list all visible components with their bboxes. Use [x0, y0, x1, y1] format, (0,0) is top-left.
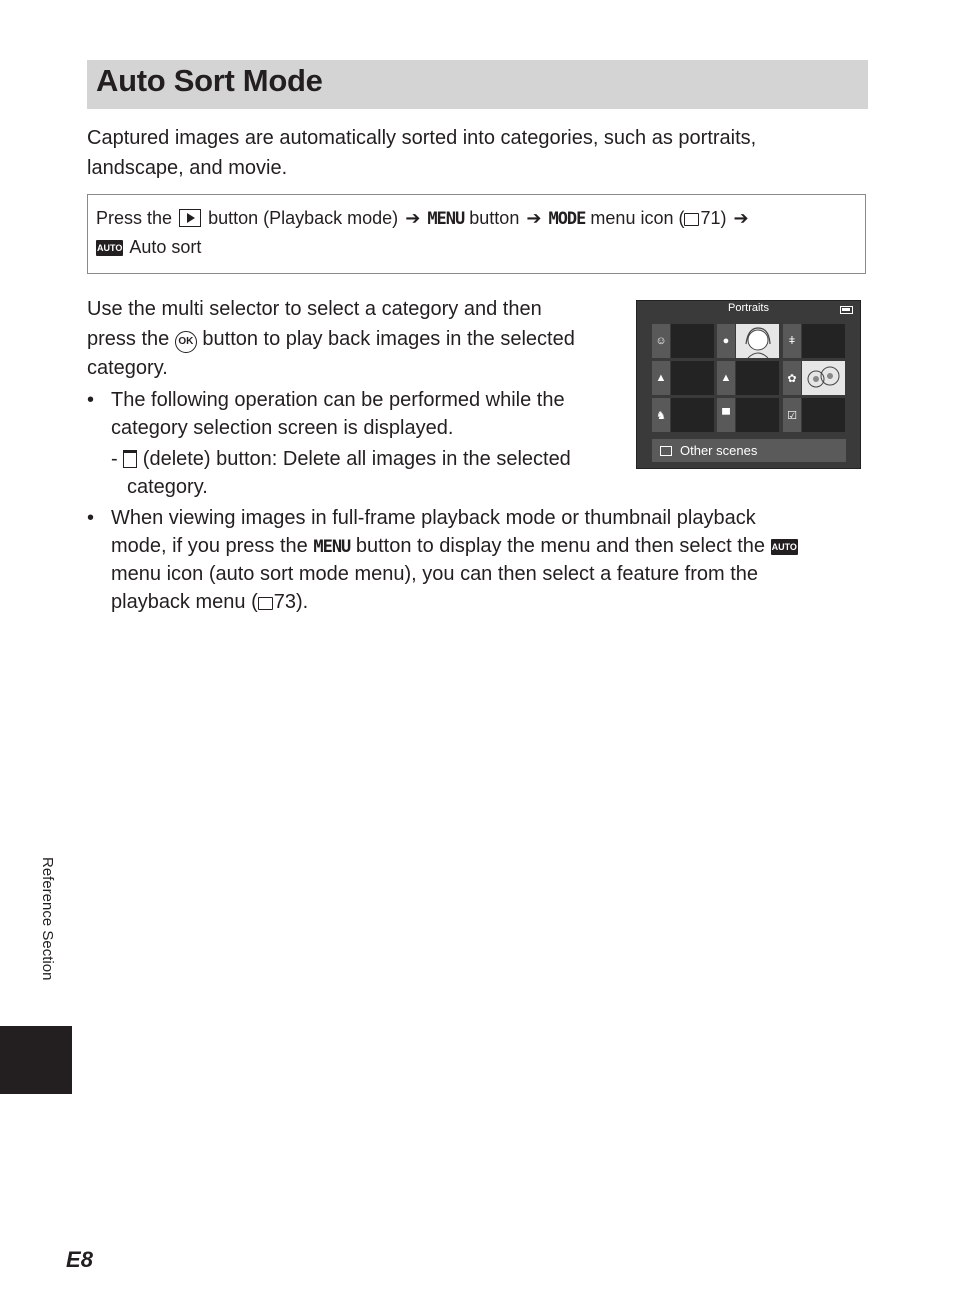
- bullet-text: mode, if you press the MENU button to display the menu and then select the AUTO: [111, 535, 797, 557]
- procedure-line-2: AUTO Auto sort: [97, 237, 202, 257]
- flower-thumbnail: [802, 361, 845, 395]
- category-thumbnail: [802, 324, 845, 358]
- flower-drawing: [802, 361, 845, 395]
- screen-title: Portraits: [728, 302, 769, 314]
- copy-category-icon: ☑: [783, 398, 801, 432]
- menu-button-icon: MENU: [427, 209, 465, 229]
- food-category-icon: ǂ: [783, 324, 801, 358]
- pet-category-icon: ♞: [652, 398, 670, 432]
- auto-sort-icon: AUTO: [771, 539, 798, 555]
- category-thumbnail: [802, 398, 845, 432]
- page-title: Auto Sort Mode: [96, 63, 323, 98]
- portrait-thumbnail-selected: [736, 324, 779, 358]
- other-scenes-bar: Other scenes: [652, 439, 846, 462]
- menu-button-icon: MENU: [313, 537, 351, 557]
- category-thumbnail: [736, 361, 779, 395]
- body-line: press the OK button to play back images in the selected: [87, 324, 575, 354]
- bullet-icon: •: [87, 389, 95, 411]
- delete-icon: [123, 450, 137, 468]
- side-section-label: Reference Section: [39, 857, 56, 981]
- closeup-category-icon: ✿: [783, 361, 801, 395]
- category-thumbnail: [671, 398, 714, 432]
- arrow-icon: ➔: [526, 208, 542, 228]
- procedure-line-1: Press the button (Playback mode) ➔ MENU button ➔ MODE menu icon ( 71) ➔: [96, 208, 749, 229]
- body-line: Use the multi selector to select a category and then: [87, 298, 542, 320]
- page-number: E8: [66, 1247, 93, 1272]
- ok-button-icon: OK: [175, 331, 197, 353]
- bullet-text: playback menu ( 73).: [111, 591, 309, 613]
- dash-item-cont: category.: [127, 476, 208, 498]
- reference-book-icon: [258, 597, 273, 610]
- battery-icon: [840, 306, 853, 314]
- arrow-icon: ➔: [405, 208, 421, 228]
- category-thumbnail: [736, 398, 779, 432]
- bullet-icon: •: [87, 507, 95, 529]
- movie-category-icon: ▀: [717, 398, 735, 432]
- side-section-tab: [0, 1026, 72, 1094]
- dusk-category-icon: ▲: [717, 361, 735, 395]
- procedure-box: [87, 194, 866, 274]
- category-thumbnail: [671, 324, 714, 358]
- portrait-category-icon: ●: [717, 324, 735, 358]
- arrow-icon: ➔: [733, 208, 749, 228]
- body-line: category.: [87, 357, 168, 379]
- reference-section-icon: E: [66, 1247, 81, 1272]
- other-scenes-icon: [660, 446, 672, 456]
- auto-sort-icon: AUTO: [96, 240, 123, 256]
- camera-screen-illustration: [636, 300, 861, 469]
- portrait-drawing: [736, 324, 779, 358]
- title-bar: [87, 60, 868, 109]
- bullet-text: menu icon (auto sort mode menu), you can then select a feature from the: [111, 563, 759, 585]
- mode-menu-icon: MODE: [548, 209, 586, 229]
- landscape-category-icon: ▲: [652, 361, 670, 395]
- dash-item: - (delete) button: Delete all images in the selected: [111, 448, 571, 470]
- bullet-text: When viewing images in full-frame playback mode or thumbnail playback: [111, 507, 756, 529]
- playback-button-icon: [179, 209, 201, 227]
- intro-paragraph: Captured images are automatically sorted into categories, such as portraits, landscape, and movie.: [87, 127, 757, 179]
- smile-category-icon: ☺: [652, 324, 670, 358]
- bullet-text: category selection screen is displayed.: [111, 417, 454, 439]
- bullet-text: The following operation can be performed while the: [111, 389, 565, 411]
- reference-book-icon: [684, 213, 699, 226]
- category-thumbnail: [671, 361, 714, 395]
